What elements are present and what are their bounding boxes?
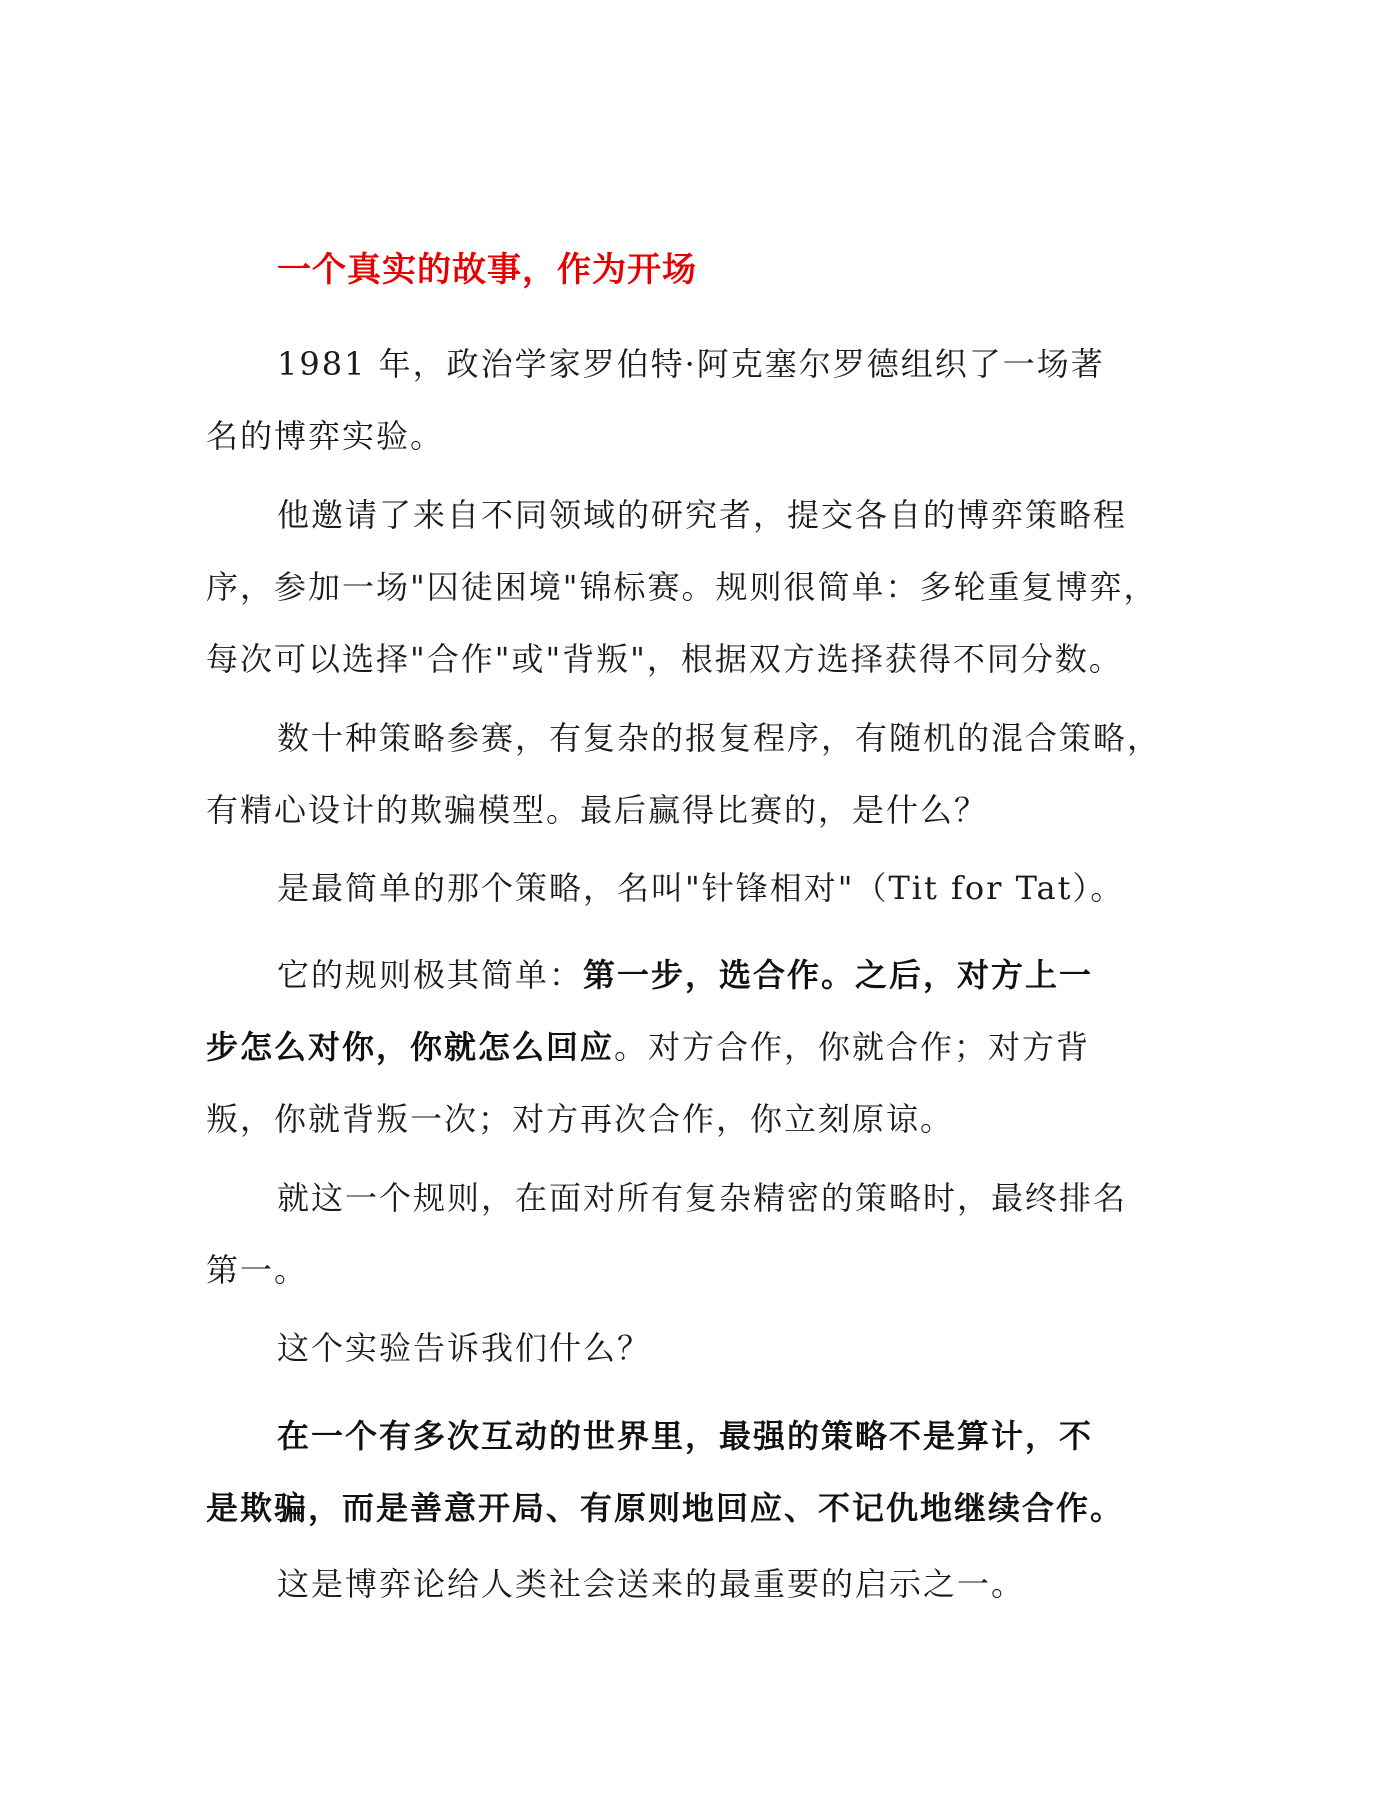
paragraph-line: 序，参加一场"囚徒困境"锦标赛。规则很简单：多轮重复博弈， bbox=[206, 568, 1158, 606]
paragraph-line: 是最简单的那个策略，名叫"针锋相对"（Tit for Tat）。 bbox=[277, 869, 1125, 907]
paragraph-line: 是欺骗，而是善意开局、有原则地回应、不记仇地继续合作。 bbox=[206, 1489, 1125, 1527]
paragraph-question bbox=[206, 1312, 1206, 1384]
paragraph-conclusion bbox=[206, 1548, 1206, 1620]
paragraph-line: 第一。 bbox=[206, 1251, 309, 1289]
paragraph-axelrod-intro bbox=[206, 328, 1206, 472]
paragraph-line: 每次可以选择"合作"或"背叛"，根据双方选择获得不同分数。 bbox=[206, 640, 1123, 678]
paragraph-line: 叛，你就背叛一次；对方再次合作，你立刻原谅。 bbox=[206, 1100, 955, 1138]
paragraph-line: 名的博弈实验。 bbox=[206, 417, 445, 455]
paragraph-tit-for-tat bbox=[206, 852, 1206, 924]
paragraph-line: 数十种策略参赛，有复杂的报复程序，有随机的混合策略， bbox=[277, 719, 1162, 757]
paragraph-line: 在一个有多次互动的世界里，最强的策略不是算计，不 bbox=[277, 1417, 1094, 1455]
paragraph-line bbox=[206, 939, 1206, 1011]
paragraph-key-insight bbox=[206, 1400, 1206, 1544]
paragraph-line: 他邀请了来自不同领域的研究者，提交各自的博弈策略程 bbox=[277, 496, 1128, 534]
plain-text: 。对方合作，你就合作；对方背 bbox=[614, 1028, 1091, 1066]
paragraph-line: 这是博弈论给人类社会送来的最重要的启示之一。 bbox=[277, 1565, 1026, 1603]
paragraph-line: 有精心设计的欺骗模型。最后赢得比赛的，是什么？ bbox=[206, 791, 989, 829]
paragraph-tournament-rules bbox=[206, 479, 1206, 695]
plain-text: 它的规则极其简单： bbox=[277, 956, 584, 994]
paragraph-line: 这个实验告诉我们什么？ bbox=[277, 1329, 652, 1367]
paragraph-strategies bbox=[206, 702, 1206, 846]
section-heading: 一个真实的故事，作为开场 bbox=[277, 250, 697, 290]
paragraph-line bbox=[206, 1011, 1206, 1083]
bold-text: 步怎么对你，你就怎么回应 bbox=[206, 1028, 615, 1066]
paragraph-ranking bbox=[206, 1162, 1206, 1306]
paragraph-line: 1981 年，政治学家罗伯特·阿克塞尔罗德组织了一场著 bbox=[277, 345, 1105, 383]
paragraph-line: 就这一个规则，在面对所有复杂精密的策略时，最终排名 bbox=[277, 1179, 1128, 1217]
bold-text: 第一步，选合作。之后，对方上一 bbox=[583, 956, 1094, 994]
paragraph-rule-explained bbox=[206, 939, 1206, 1155]
